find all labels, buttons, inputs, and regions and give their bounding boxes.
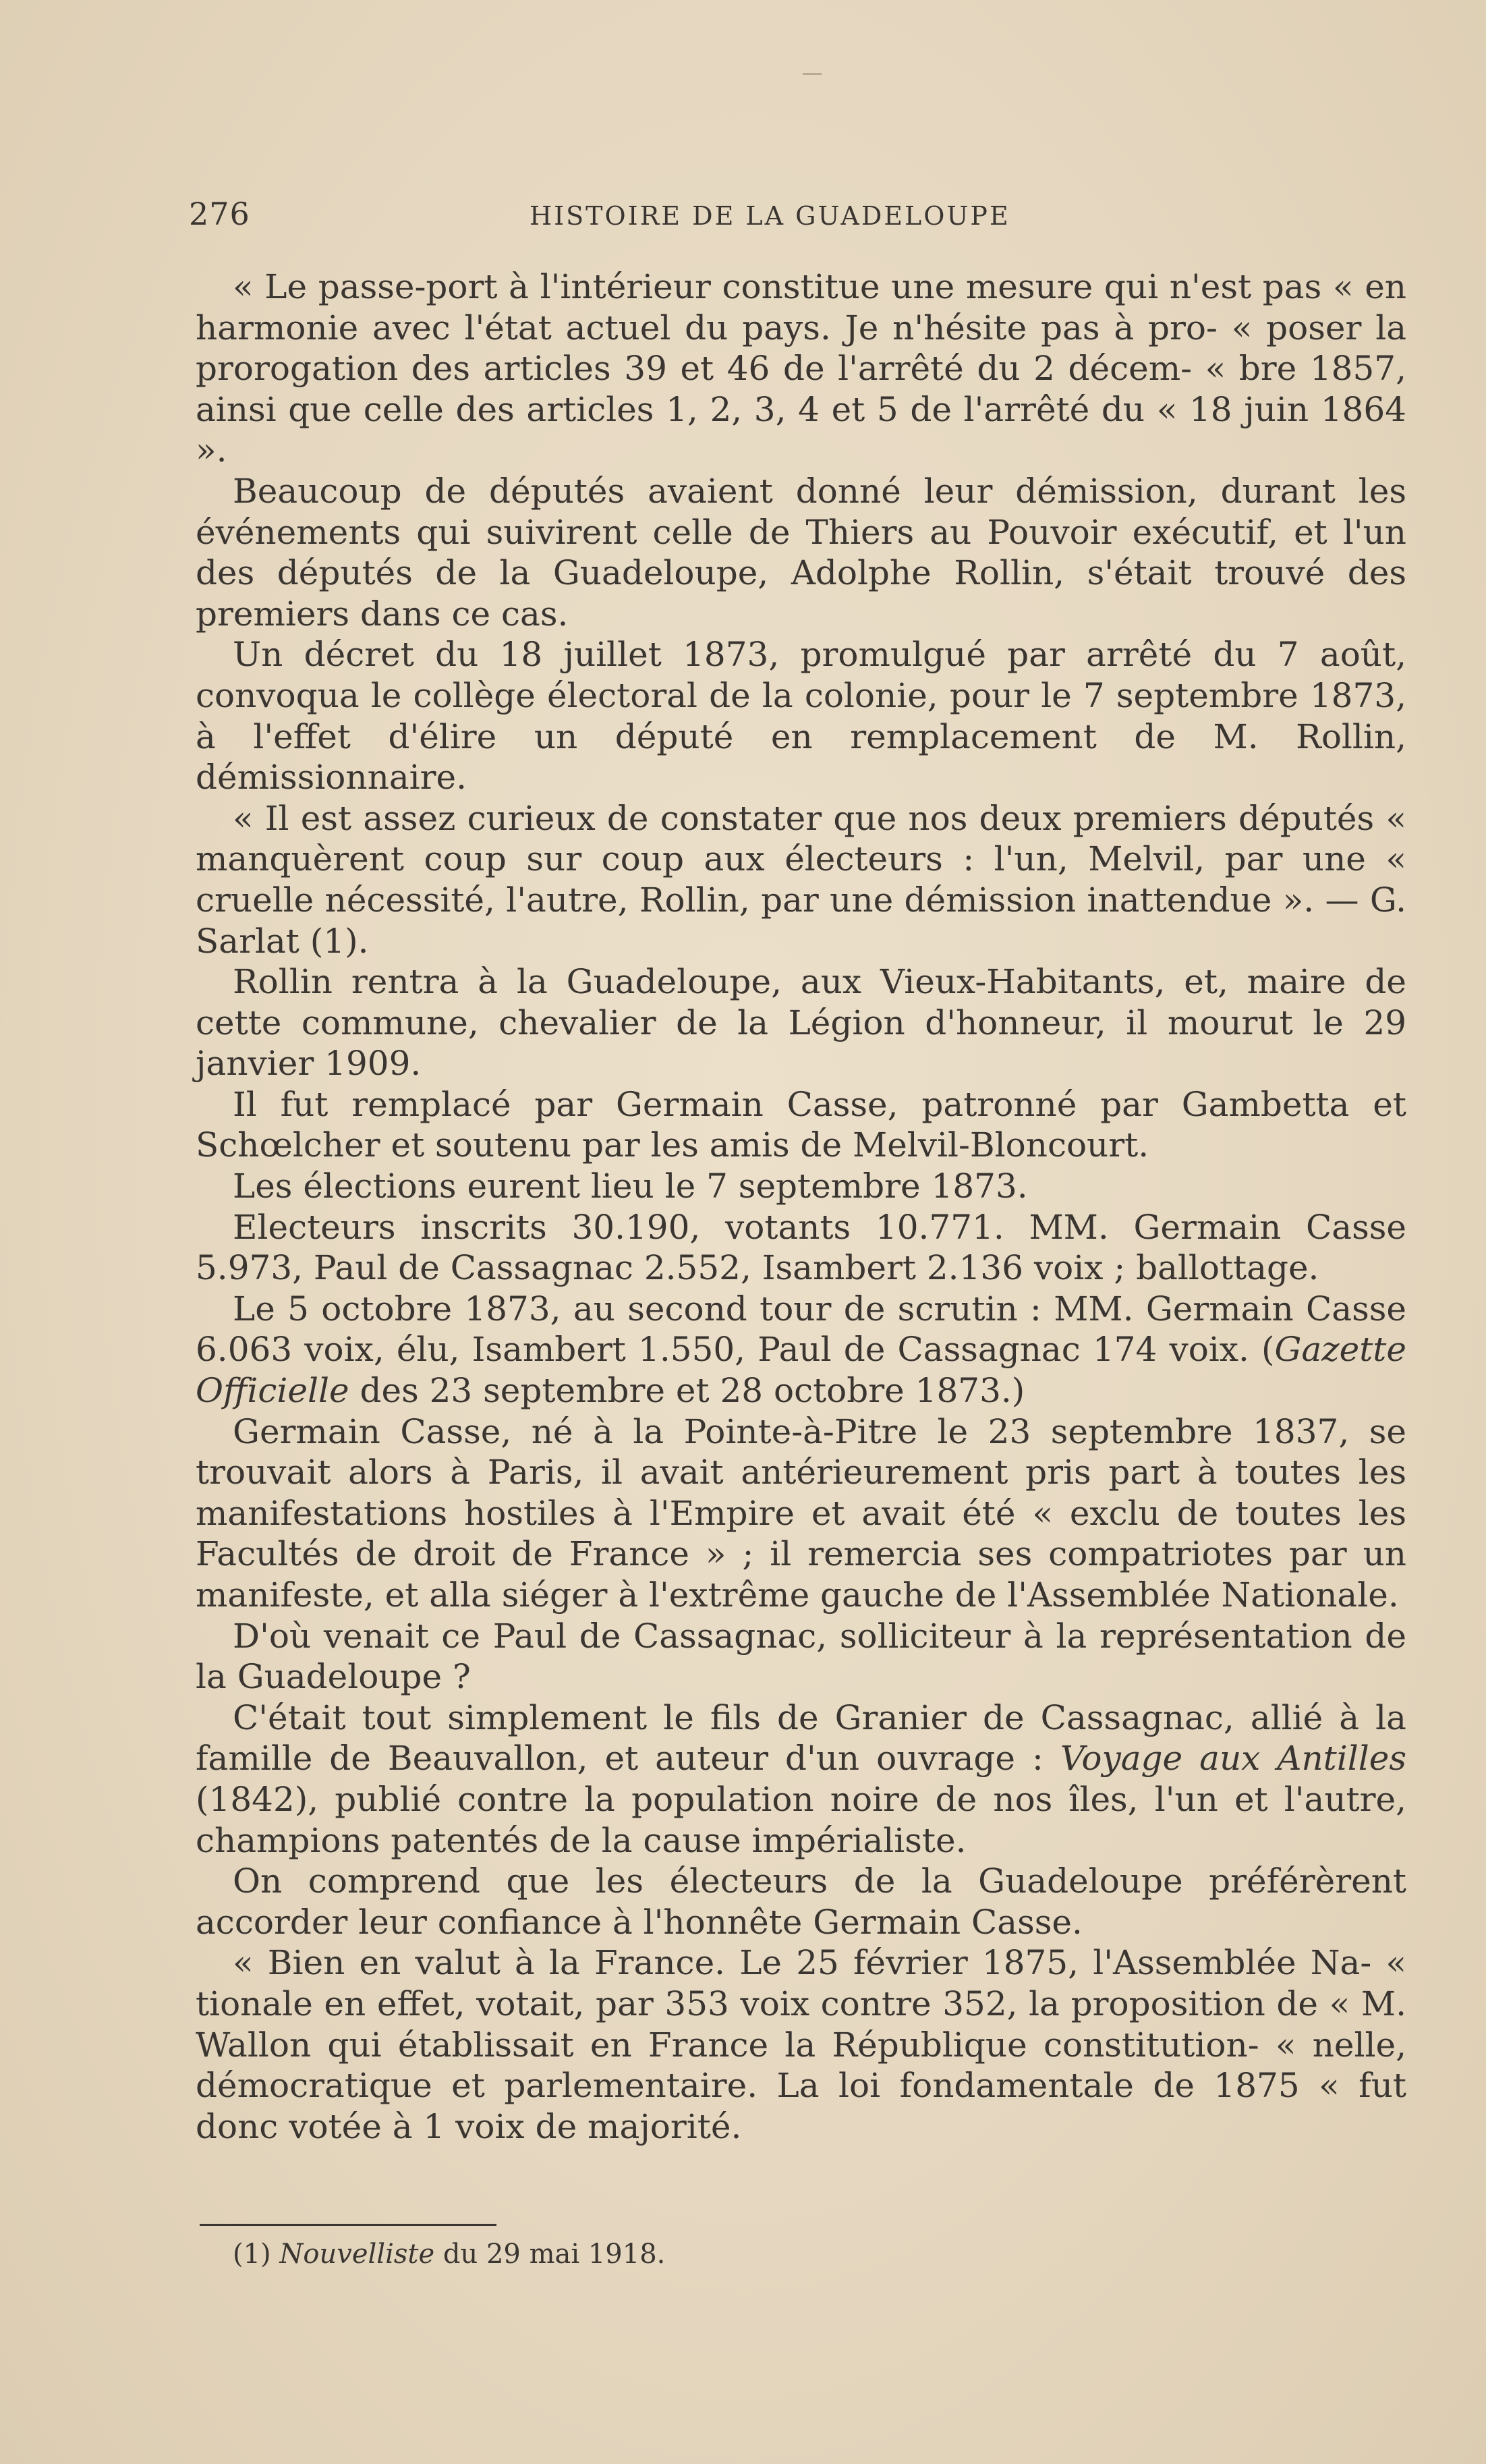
footnote-marker: (1) [233, 2239, 271, 2270]
paragraph: Electeurs inscrits 30.190, votants 10.771. MM. Germain Casse 5.973, Paul de Cassagnac 2.552, Isambert 2.136 voix ; ballottage. [196, 1207, 1406, 1288]
running-title: HISTOIRE DE LA GUADELOUPE [530, 201, 1010, 231]
paragraph: Un décret du 18 juillet 1873, promulgué par arrêté du 7 août, convoqua le collège électoral de la colonie, pour le 7 septembre 1873, à l'effet d'élire un député en remplacement de M. Rollin, démissionnaire. [196, 635, 1406, 797]
paragraph: Les élections eurent lieu le 7 septembre 1873. [233, 1167, 1028, 1206]
paragraph: On comprend que les électeurs de la Guadeloupe préférèrent accorder leur confiance à l'honnête Germain Casse. [196, 1861, 1406, 1942]
paragraph: Germain Casse, né à la Pointe-à-Pitre le 23 septembre 1837, se trouvait alors à Paris, il avait antérieurement pris part à toutes les manifestations hostiles à l'Empire et avait été « exclu de toutes les Facultés de droit de France » ; il remercia ses compatriotes par un manifeste, et alla siéger à l'extrême gauche de l'Assemblée Nationale. [196, 1411, 1406, 1615]
paragraph: D'où venait ce Paul de Cassagnac, solliciteur à la représentation de la Guadeloupe ? [196, 1616, 1406, 1697]
paragraph: « Il est assez curieux de constater que nos deux premiers députés « manquèrent coup sur coup aux électeurs : l'un, Melvil, par une « cruelle nécessité, l'autre, Rollin, par une démission inattendue ». — G. Sarlat (1). [196, 798, 1406, 961]
paragraph: Le 5 octobre 1873, au second tour de scrutin : MM. Germain Casse 6.063 voix, élu, Isambert 1.550, Paul de Cassagnac 174 voix. (Gazette Officielle des 23 septembre et 28 octobre 1873.) [196, 1289, 1406, 1411]
top-mark [803, 73, 822, 75]
footnote [233, 2239, 665, 2270]
paragraph: Il fut remplacé par Germain Casse, patronné par Gambetta et Schœlcher et soutenu par les amis de Melvil-Bloncourt. [196, 1084, 1406, 1165]
paragraph: « Le passe-port à l'intérieur constitue une mesure qui n'est pas « en harmonie avec l'état actuel du pays. Je n'hésite pas à pro- « poser la prorogation des articles 39 et 46 de l'arrêté du 2 décem- « bre 1857, ainsi que celle des articles 1, 2, 3, 4 et 5 de l'arrêté du « 18 juin 1864 ». [196, 267, 1406, 470]
paragraph: « Bien en valut à la France. Le 25 février 1875, l'Assemblée Na- « tionale en effet, votait, par 353 voix contre 352, la proposition de « M. Wallon qui établissait en France la République constitution- « nelle, démocratique et parlementaire. La loi fondamentale de 1875 « fut donc votée à 1 voix de majorité. [196, 1943, 1406, 2146]
paragraph: C'était tout simplement le fils de Granier de Cassagnac, allié à la famille de Beauvallon, et auteur d'un ouvrage : Voyage aux Antilles (1842), publié contre la population noire de nos îles, l'un et l'autre, champions patentés de la cause impérialiste. [196, 1698, 1406, 1860]
page-header [189, 196, 1187, 236]
paragraph: Beaucoup de députés avaient donné leur démission, durant les événements qui suivirent celle de Thiers au Pouvoir exécutif, et l'un des députés de la Guadeloupe, Adolphe Rollin, s'était trouvé des premiers dans ce cas. [196, 471, 1406, 634]
page-number: 276 [189, 196, 250, 232]
paragraph: Rollin rentra à la Guadeloupe, aux Vieux-Habitants, et, maire de cette commune, chevalier de la Légion d'honneur, il mourut le 29 janvier 1909. [196, 962, 1406, 1084]
footnote-source: Nouvelliste [279, 2239, 435, 2270]
footnote-date: du 29 mai 1918. [442, 2239, 666, 2270]
body-text [196, 267, 1406, 2147]
footnote-rule [200, 2224, 496, 2226]
